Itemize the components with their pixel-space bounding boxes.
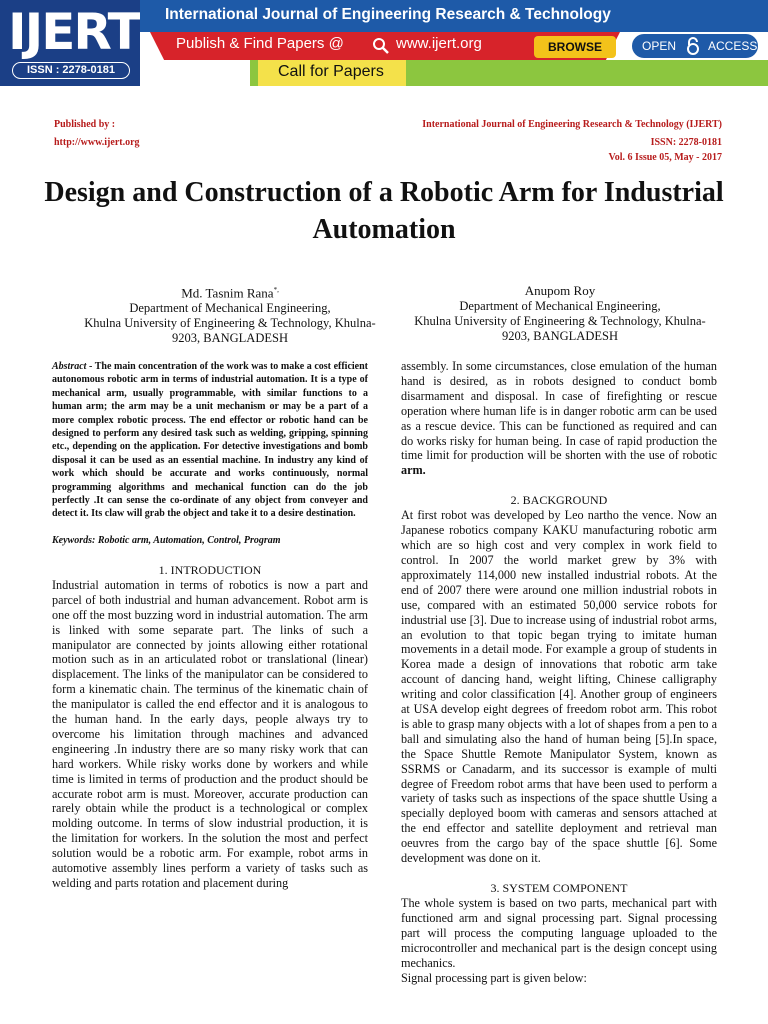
abstract-label: Abstract xyxy=(52,361,87,372)
ijert-logo[interactable]: IJERT xyxy=(8,3,140,61)
journal-volume: Vol. 6 Issue 05, May - 2017 xyxy=(608,152,722,163)
journal-issn: ISSN: 2278-0181 xyxy=(650,137,722,148)
site-link[interactable]: http://www.ijert.org xyxy=(54,137,140,148)
author-name-line xyxy=(70,283,390,300)
author-name: Anupom Roy xyxy=(524,283,596,298)
author-dept: Department of Mechanical Engineering, xyxy=(129,301,331,316)
author-name-line xyxy=(400,283,720,298)
introduction-continued-text: assembly. In some circumstances, close emulation of the human hand is desired, as in robots designed to conduct bomb disarmament and disposal. In case of firefighting or rescue operation where human life is in danger robotic arm can be used as a rescue device. This can be functioned as required and can do works risky for human being. In case of rapid production the time limit for production will be shorten with the use of robotic xyxy=(401,359,717,463)
journal-banner xyxy=(0,0,768,86)
left-column xyxy=(52,360,368,891)
paper-title: Design and Construction of a Robotic Arm for Industrial Automation xyxy=(44,177,724,245)
author-location: 9203, BANGLADESH xyxy=(502,329,618,343)
browse-button[interactable] xyxy=(534,36,616,58)
section-heading-system-component: 3. SYSTEM COMPONENT xyxy=(490,881,628,895)
author-2 xyxy=(400,283,720,344)
abstract-text: - The main concentration of the work was to make a cost efficient autonomous robotic arm in terms of industrial automation. It is a type of mechanical arm, usually programmable, with similar functions to a human arm; the arm may be a unit mechanism or may be a part of a more complex robotic process. The end effector or robotic hand can be designed to perform any desired task such as welding, gripping, spinning etc., depending on the application. For detective investigations and bomb disposal it can be used as an essential machine. In industry any kind of work which should be accurate and works continuously, normal programming algorithms and mechanical function can do the job perfectly .It can sense the co-ordinate of any object from conveyer and detect it. Its claw will grab the object and take it to a desire destination. xyxy=(52,361,368,520)
introduction-continued-end: arm. xyxy=(401,463,426,478)
author-location: 9203, BANGLADESH xyxy=(172,331,288,346)
keywords: Keywords: Robotic arm, Automation, Control, Program xyxy=(52,534,281,546)
call-for-papers-label: Call for Papers xyxy=(278,63,384,80)
right-column xyxy=(401,359,717,985)
open-label: OPEN xyxy=(642,39,677,53)
open-lock-icon xyxy=(684,36,702,56)
open-access-badge[interactable] xyxy=(630,32,760,60)
background-text: At first robot was developed by Leo nartho the vence. Now an Japanese robotics company KAKU manufacturing robotic arm which are so high cost and very complex in work field to control. In 2007 the world market grew by 3% with approximately 114,000 new installed industrial robots. At the end of 2007 there were around one million industrial robots in use, compared with an estimated 50,000 service robots for industrial use [3]. Due to increase using of industrial robot arms, an evolution to that topic began trying to imitate human movements in a detail mode. For example a group of students in Korea made a design of innovations that robotic arm take account of dancing hand, weight lifting, Chinese calligraphy writing and color classification [4]. Another group of engineers at USA develop eight degrees of freedom robot arm. This robot is able to grasp many objects with a lot of shapes from a pen to a ball and simulating also the hand of human being [5].In space, the Space Shuttle Remote Manipulator System, known as SSRMS or Canadarm, and its successor is example of multi degree of Freedom robot arms that have been used to perform a variety of tasks such as inspections of the space shuttle Using a specially deployed boom with cameras and sensors attached at the end effector and satellite deployment and retrieval man oeuvres from the cargo bay of the space shuttle [6]. Some development was done on it. xyxy=(401,508,717,866)
introduction-continued xyxy=(401,359,717,478)
banner-journal-title: International Journal of Engineering Research & Technology xyxy=(165,6,611,23)
author-mark: *, xyxy=(273,286,279,294)
introduction-text: Industrial automation in terms of robotics is now a part and parcel of both industrial and human advancement. Robot arm is one off the most buzzing word in industrial automation. The arm is linked with some separate part. The links of such a manipulator are connected by joints allowing either rotational motion such as in an articulated robot or translational (linear) displacement. The links of the manipulator can be considered to form a kinematic chain. The terminus of the kinematic chain of the manipulator is called the end effector and it is analogous to the human hand. In the early days, people always try to overcome his limitation through machines and advanced engineering .In industry there are so many risky work that can hard workers. While risky works done by workers and while time is limited in terms of production and the product should be accurate robot arm is must. Moreover, accurate production can rarely obtain while the product is a technological or complex molding outcome. In terms of slow industrial production, it is the limitation for workers. In the solution the most and perfect solution would be a robotic arm. For example, robot arms in automotive assembly lines perform a variety of tasks such as welding and parts rotation and placement during xyxy=(52,577,368,890)
issn-badge: ISSN : 2278-0181 xyxy=(12,62,130,79)
author-university: Khulna University of Engineering & Technology, Khulna- xyxy=(84,316,376,331)
site-url-link[interactable]: www.ijert.org xyxy=(396,35,482,52)
abstract xyxy=(52,360,368,521)
access-label: ACCESS xyxy=(708,39,758,53)
browse-label: BROWSE xyxy=(548,40,602,54)
system-text-2: Signal processing part is given below: xyxy=(401,970,587,985)
author-1 xyxy=(70,283,390,346)
author-name: Md. Tasnim Rana xyxy=(181,285,274,301)
system-text: The whole system is based on two parts, mechanical part with functioned arm and signal processing part. Signal processing part will process the computing language uploaded to the microcontroller and mechanical part is the design concept using mechanics. xyxy=(401,896,717,970)
journal-name: International Journal of Engineering Research & Technology (IJERT) xyxy=(422,119,722,130)
search-icon xyxy=(372,37,390,55)
author-university: Khulna University of Engineering & Technology, Khulna- xyxy=(414,314,706,328)
publish-text: Publish & Find Papers @ xyxy=(176,35,344,52)
author-dept: Department of Mechanical Engineering, xyxy=(459,299,661,313)
section-heading-background: 2. BACKGROUND xyxy=(510,493,608,508)
section-heading-introduction: 1. INTRODUCTION xyxy=(158,562,262,577)
published-by: Published by : xyxy=(54,119,116,130)
